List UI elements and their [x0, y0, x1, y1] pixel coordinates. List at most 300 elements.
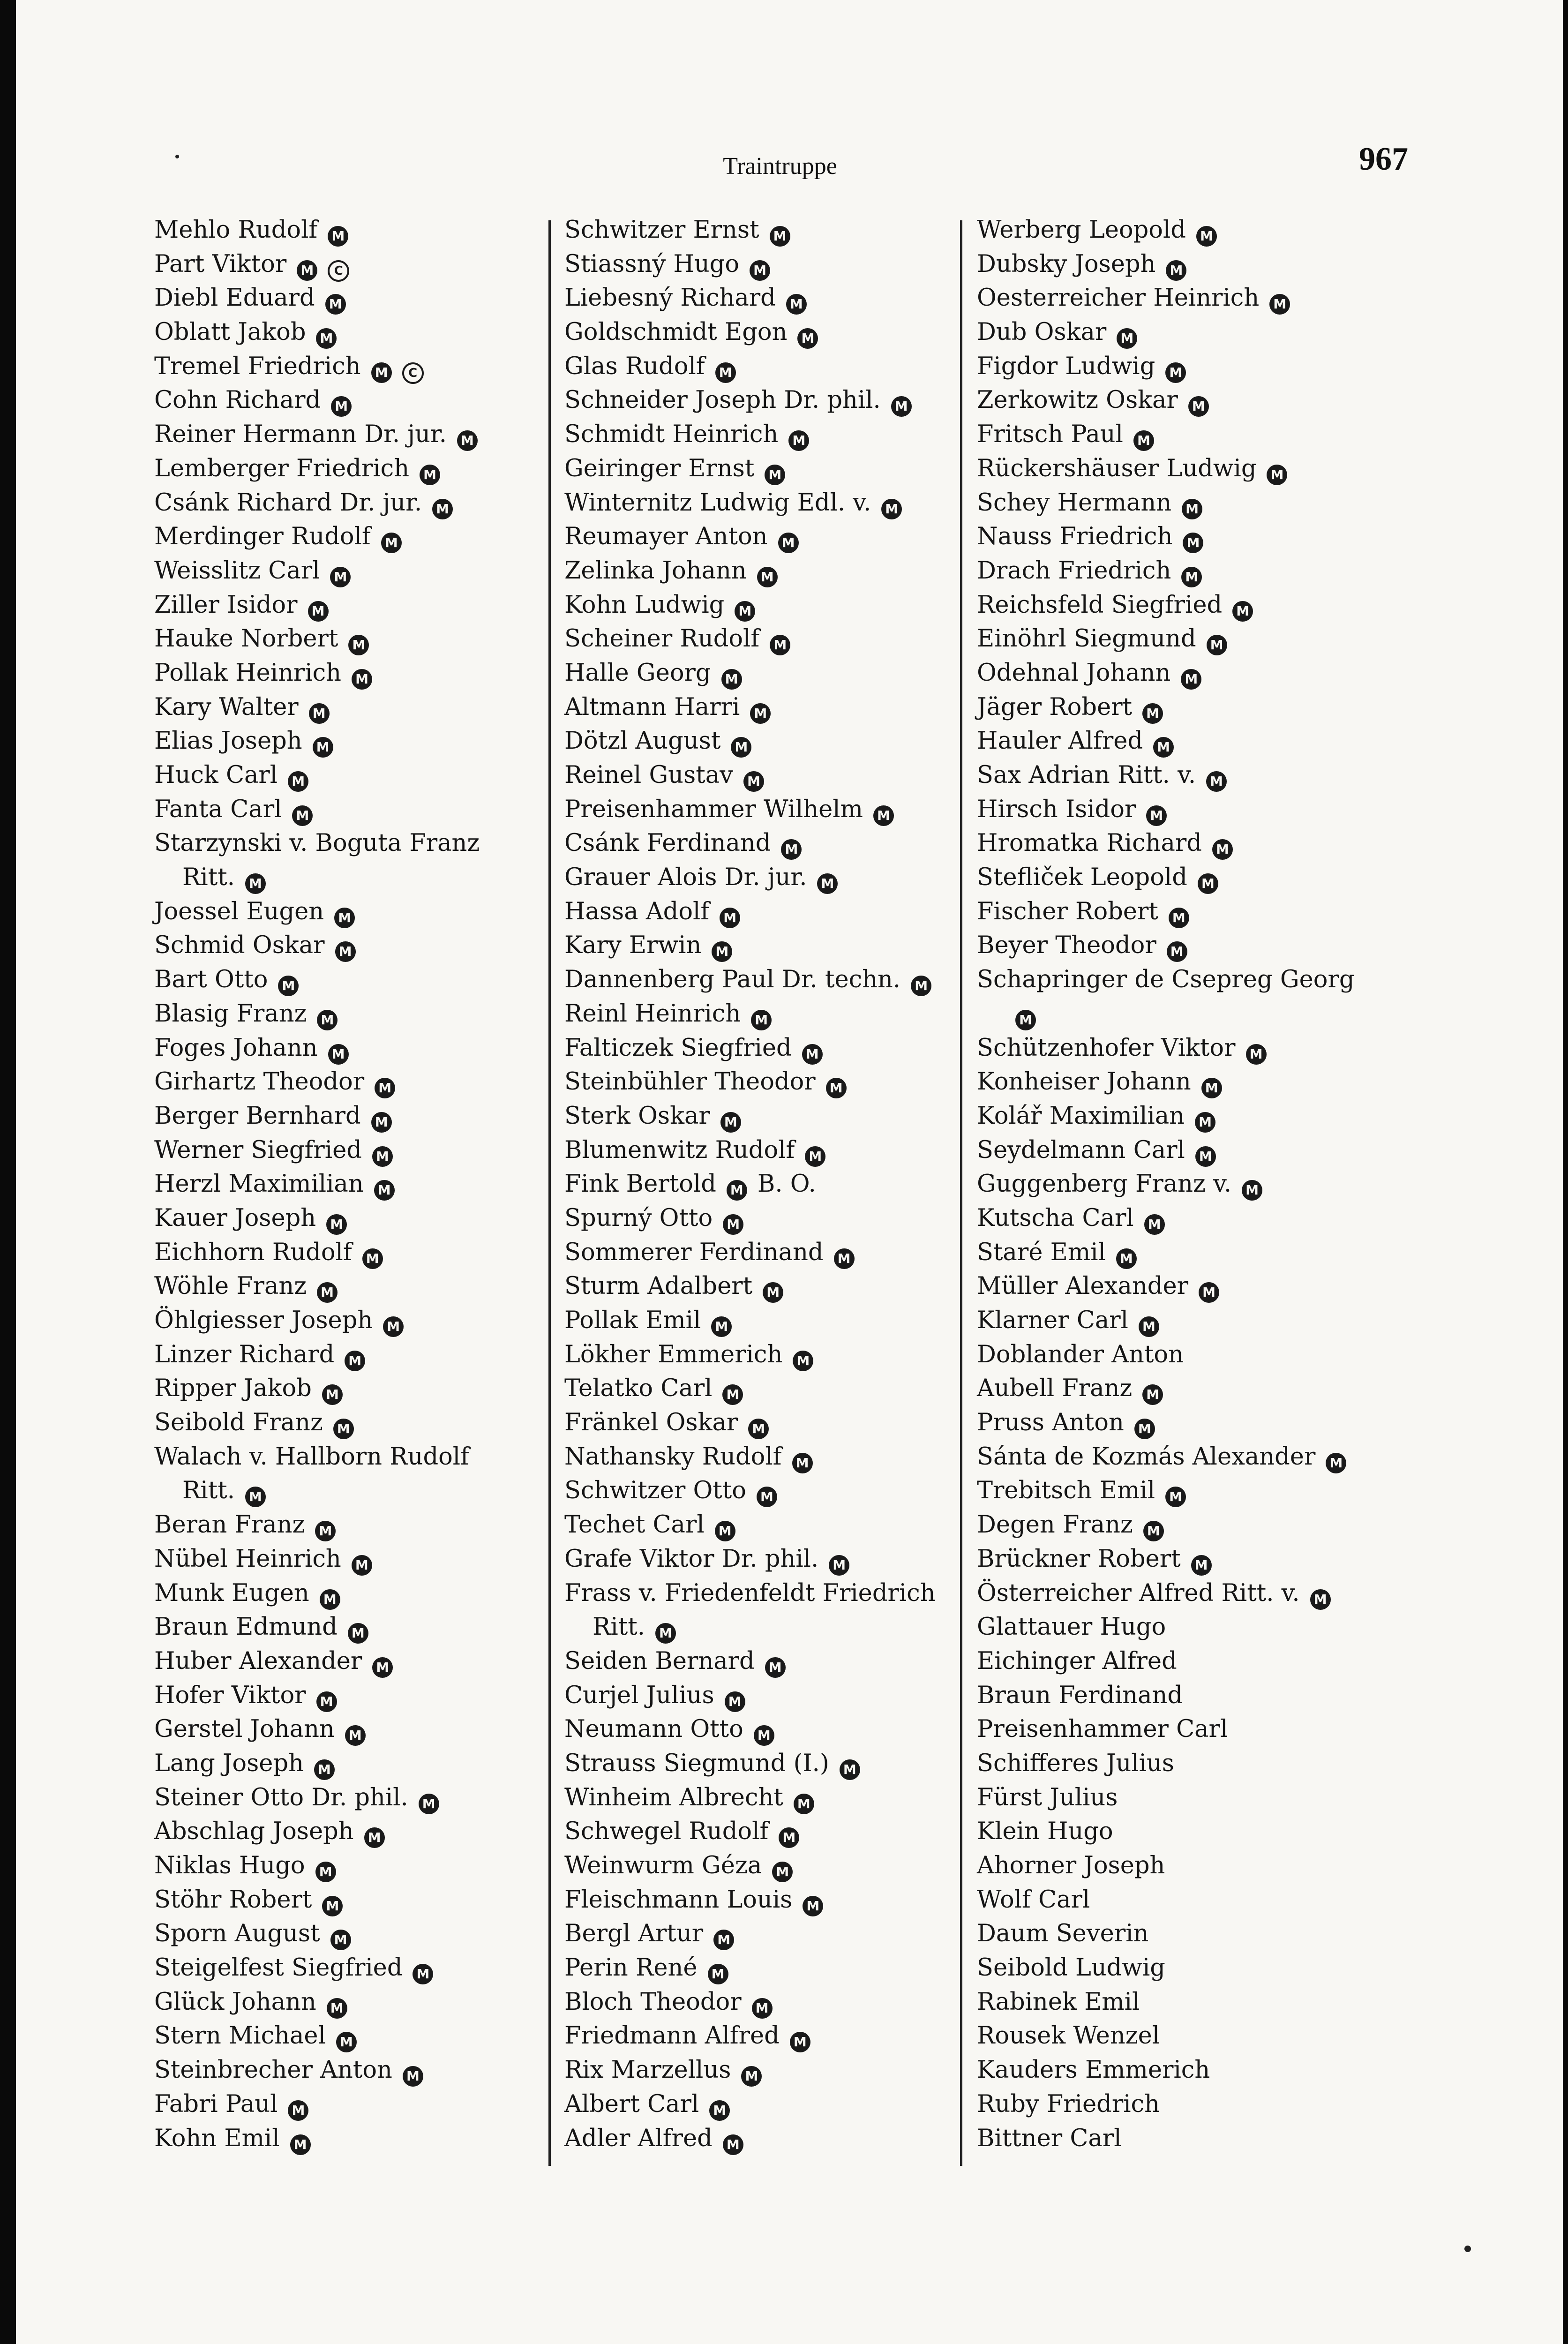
entry-text: Merdinger Rudolf: [154, 523, 371, 551]
column-3: [977, 213, 1380, 2156]
m-circle-icon: M: [1142, 703, 1163, 724]
register-entry: [564, 213, 968, 248]
entry-text: Oesterreicher Heinrich: [977, 284, 1260, 312]
register-entry: [564, 1679, 968, 1713]
register-entry: [154, 1645, 557, 1679]
entry-text: Starzynski v. Boguta Franz: [154, 829, 480, 857]
entry-text: Stern Michael: [154, 2022, 326, 2050]
register-entry: [154, 691, 557, 725]
m-circle-icon: M: [1310, 1589, 1331, 1610]
register-entry: [564, 554, 968, 588]
entry-text: Seibold Ludwig: [977, 1954, 1165, 1982]
entry-text: Mehlo Rudolf: [154, 216, 318, 244]
m-circle-icon: M: [374, 1180, 395, 1201]
entry-continuation: [977, 997, 1380, 1031]
m-circle-icon: M: [1116, 1248, 1137, 1269]
register-entry: [977, 1849, 1380, 1883]
entry-text: Bittner Carl: [977, 2124, 1122, 2152]
register-entry: [154, 1781, 557, 1815]
entry-text: Friedmann Alfred: [564, 2022, 780, 2050]
register-entry: [564, 316, 968, 350]
m-circle-icon: M: [793, 1351, 813, 1371]
entry-text: Wöhle Franz: [154, 1272, 307, 1300]
entry-text: Perin René: [564, 1954, 698, 1982]
m-circle-icon: M: [1165, 1487, 1186, 1507]
m-circle-icon: M: [715, 1521, 735, 1541]
register-entry: [564, 1031, 968, 1066]
m-circle-icon: M: [743, 771, 764, 792]
register-entry: [564, 1849, 968, 1883]
m-circle-icon: M: [320, 1589, 340, 1610]
entry-text: Doblander Anton: [977, 1340, 1184, 1368]
register-entry: [977, 1202, 1380, 1236]
register-entry: [564, 1270, 968, 1304]
register-entry: [564, 1474, 968, 1508]
register-entry: [977, 759, 1380, 793]
register-entry: [154, 383, 557, 418]
m-circle-icon: M: [328, 1044, 349, 1065]
m-circle-icon: M: [834, 1248, 855, 1269]
entry-text: Reumayer Anton: [564, 523, 768, 551]
register-entry: [564, 1065, 968, 1099]
m-circle-icon: M: [720, 908, 740, 928]
entry-text: Berger Bernhard: [154, 1102, 361, 1130]
m-circle-icon: M: [372, 1657, 393, 1678]
register-entry: [154, 997, 557, 1031]
register-entry: [154, 793, 557, 827]
register-entry: [564, 1304, 968, 1338]
m-circle-icon: M: [790, 2032, 810, 2052]
register-entry: [977, 248, 1380, 282]
m-circle-icon: M: [709, 2100, 730, 2121]
m-circle-icon: M: [711, 1316, 732, 1337]
register-entry: [977, 1236, 1380, 1270]
register-entry: [154, 1849, 557, 1883]
entry-text: Cohn Richard: [154, 386, 321, 414]
register-entry: [154, 1065, 557, 1099]
register-entry: [154, 1951, 557, 1985]
m-circle-icon: M: [1246, 1044, 1267, 1065]
register-entry: [977, 554, 1380, 588]
register-entry: [154, 1747, 557, 1781]
running-header: Traintruppe: [723, 153, 837, 180]
entry-text: Huck Carl: [154, 761, 278, 789]
m-circle-icon: M: [770, 226, 790, 247]
entry-text: Grafe Viktor Dr. phil.: [564, 1545, 819, 1573]
entry-text: Techet Carl: [564, 1511, 705, 1539]
register-entry: [977, 1542, 1380, 1577]
entry-text: Niklas Hugo: [154, 1852, 305, 1879]
entry-text: Hauke Norbert: [154, 625, 338, 653]
entry-text: Sánta de Kozmás Alexander: [977, 1442, 1316, 1471]
entry-text: Schifferes Julius: [977, 1749, 1174, 1777]
register-entry: [977, 1270, 1380, 1304]
register-entry: [154, 1031, 557, 1066]
m-circle-icon: M: [403, 2066, 423, 2087]
entry-continuation: [154, 1474, 557, 1508]
register-entry: [977, 452, 1380, 486]
register-entry: [564, 2122, 968, 2156]
m-circle-icon: M: [290, 2134, 311, 2155]
m-circle-icon: M: [792, 1453, 813, 1473]
m-circle-icon: M: [316, 328, 337, 349]
entry-text: Rabinek Emil: [977, 1988, 1140, 2016]
m-circle-icon: M: [375, 1078, 395, 1098]
entry-text: Stiassný Hugo: [564, 250, 740, 278]
register-entry: [564, 1781, 968, 1815]
register-entry: [154, 1610, 557, 1645]
register-entry: [977, 895, 1380, 929]
register-entry: [977, 1747, 1380, 1781]
register-entry: [977, 1645, 1380, 1679]
register-entry: [977, 2122, 1380, 2156]
entry-text: Degen Franz: [977, 1511, 1133, 1539]
m-circle-icon: M: [308, 601, 329, 622]
entry-text: Glas Rudolf: [564, 352, 705, 380]
m-circle-icon: M: [770, 635, 790, 655]
entry-text: Ritt.: [593, 1613, 645, 1641]
column-divider: [960, 220, 962, 2166]
entry-text: Wolf Carl: [977, 1886, 1090, 1914]
register-entry: [977, 691, 1380, 725]
register-entry: [564, 895, 968, 929]
register-entry: [154, 724, 557, 759]
m-circle-icon: M: [751, 1010, 772, 1030]
m-circle-icon: M: [1181, 567, 1202, 587]
m-circle-icon: M: [786, 294, 807, 315]
entry-text: Rückershäuser Ludwig: [977, 454, 1257, 482]
m-circle-icon: M: [309, 703, 330, 724]
register-entry: [564, 418, 968, 452]
document-page: [16, 0, 1563, 2344]
register-entry: [154, 1542, 557, 1577]
register-entry: [564, 1542, 968, 1577]
m-circle-icon: M: [345, 1725, 366, 1746]
entry-text: Preisenhammer Carl: [977, 1715, 1228, 1743]
entry-text: Brückner Robert: [977, 1545, 1181, 1573]
register-entry: [564, 793, 968, 827]
m-circle-icon: M: [1199, 1282, 1219, 1303]
entry-text: Bart Otto: [154, 966, 268, 994]
m-circle-icon: M: [322, 1384, 343, 1405]
m-circle-icon: M: [313, 737, 333, 758]
m-circle-icon: M: [1188, 396, 1209, 417]
m-circle-icon: M: [829, 1555, 849, 1576]
m-circle-icon: M: [1212, 839, 1233, 860]
m-circle-icon: M: [1242, 1180, 1262, 1201]
register-entry: [977, 656, 1380, 691]
m-circle-icon: M: [1133, 430, 1154, 451]
register-entry: [977, 1474, 1380, 1508]
entry-text: Reichsfeld Siegfried: [977, 591, 1223, 619]
m-circle-icon: M: [1191, 1555, 1212, 1576]
m-circle-icon: M: [803, 1896, 823, 1916]
entry-text: Eichinger Alfred: [977, 1647, 1177, 1675]
entry-text: Nauss Friedrich: [977, 523, 1173, 551]
register-entry: [154, 316, 557, 350]
register-entry: [154, 486, 557, 520]
m-circle-icon: M: [419, 1794, 439, 1814]
entry-text: Müller Alexander: [977, 1272, 1189, 1300]
entry-text: Lemberger Friedrich: [154, 454, 410, 482]
register-entry: [977, 281, 1380, 316]
m-circle-icon: M: [322, 1896, 343, 1916]
register-entry: [564, 997, 968, 1031]
m-circle-icon: M: [750, 703, 771, 724]
m-circle-icon: M: [1181, 669, 1201, 690]
register-entry: [564, 1167, 968, 1202]
register-entry: [564, 1951, 968, 1985]
register-entry: [977, 1610, 1380, 1645]
register-entry: [977, 1338, 1380, 1372]
entry-text: Pollak Emil: [564, 1307, 701, 1334]
entry-text: Blumenwitz Rudolf: [564, 1136, 795, 1164]
entry-text: Kolář Maximilian: [977, 1102, 1185, 1130]
entry-text: Frass v. Friedenfeldt Friedrich: [564, 1579, 936, 1607]
m-circle-icon: M: [765, 465, 785, 485]
register-entry: [977, 1134, 1380, 1168]
entry-text: Bloch Theodor: [564, 1988, 742, 2016]
register-entry: [977, 1304, 1380, 1338]
entry-text: Daum Severin: [977, 1920, 1149, 1948]
entry-text: Scheiner Rudolf: [564, 625, 760, 653]
m-circle-icon: M: [817, 873, 838, 894]
entry-text: Ripper Jakob: [154, 1375, 312, 1403]
entry-text: Guggenberg Franz v.: [977, 1170, 1232, 1198]
entry-continuation: [564, 1610, 968, 1645]
register-entry: [154, 281, 557, 316]
register-entry: [154, 418, 557, 452]
entry-text: Hirsch Isidor: [977, 795, 1136, 823]
entry-text: Adler Alfred: [564, 2124, 713, 2152]
entry-text: Liebesný Richard: [564, 284, 776, 312]
register-entry: [564, 1508, 968, 1542]
m-circle-icon: M: [348, 1623, 368, 1644]
column-2: [564, 213, 968, 2156]
m-circle-icon: M: [655, 1623, 676, 1644]
m-circle-icon: M: [457, 430, 478, 451]
entry-text: Oblatt Jakob: [154, 318, 306, 346]
m-circle-icon: M: [1169, 908, 1189, 928]
register-entry: [977, 213, 1380, 248]
m-circle-icon: M: [722, 1384, 743, 1405]
entry-text: Lang Joseph: [154, 1749, 304, 1777]
entry-text: Tremel Friedrich: [154, 352, 361, 380]
m-circle-icon: M: [245, 873, 266, 894]
entry-text: Steinbühler Theodor: [564, 1068, 816, 1096]
register-entry: [977, 1985, 1380, 2020]
entry-text: Stöhr Robert: [154, 1886, 312, 1914]
register-entry: [154, 1985, 557, 2020]
m-circle-icon: M: [383, 1316, 404, 1337]
register-entry: [154, 1338, 557, 1372]
register-entry: [564, 2088, 968, 2122]
m-circle-icon: M: [891, 396, 912, 417]
entry-text: Preisenhammer Wilhelm: [564, 795, 863, 823]
register-entry: [564, 1440, 968, 1474]
m-circle-icon: M: [334, 908, 355, 928]
register-entry: [154, 1372, 557, 1406]
entry-text: Schapringer de Csepreg Georg: [977, 966, 1355, 994]
entry-text: Bergl Artur: [564, 1920, 704, 1948]
m-circle-icon: M: [1182, 499, 1202, 519]
m-circle-icon: M: [317, 1282, 338, 1303]
register-entry: [564, 1577, 968, 1611]
register-entry: [977, 861, 1380, 895]
register-entry: [154, 2019, 557, 2053]
m-circle-icon: M: [881, 499, 902, 519]
entry-text: Fleischmann Louis: [564, 1886, 793, 1914]
entry-text: Konheiser Johann: [977, 1068, 1191, 1096]
m-circle-icon: M: [328, 226, 348, 247]
m-circle-icon: M: [741, 2066, 762, 2087]
entry-text: Nübel Heinrich: [154, 1545, 341, 1573]
entry-text: Munk Eugen: [154, 1579, 309, 1607]
entry-text: Reinl Heinrich: [564, 999, 741, 1028]
register-entry: [564, 622, 968, 656]
entry-text: Winheim Albrecht: [564, 1783, 783, 1811]
m-circle-icon: M: [720, 1112, 741, 1133]
entry-text: Figdor Ludwig: [977, 352, 1155, 380]
register-entry: [564, 520, 968, 554]
register-entry: [977, 1065, 1380, 1099]
entry-text: Telatko Carl: [564, 1375, 713, 1403]
entry-text: Walach v. Hallborn Rudolf: [154, 1442, 469, 1471]
entry-text: Staré Emil: [977, 1238, 1106, 1266]
m-circle-icon: M: [778, 533, 799, 553]
register-entry: [154, 1304, 557, 1338]
register-entry: [154, 1406, 557, 1440]
entry-text: Schmid Oskar: [154, 932, 325, 960]
entry-text: Kohn Ludwig: [564, 591, 725, 619]
entry-text: Sterk Oskar: [564, 1102, 710, 1130]
register-entry: [154, 1883, 557, 1917]
entry-text: Werberg Leopold: [977, 216, 1186, 244]
m-circle-icon: M: [315, 1521, 336, 1541]
register-entry: [154, 452, 557, 486]
m-circle-icon: M: [372, 1146, 393, 1167]
entry-text: Halle Georg: [564, 659, 711, 687]
m-circle-icon: M: [1166, 260, 1186, 281]
m-circle-icon: M: [826, 1078, 847, 1098]
m-circle-icon: M: [1153, 737, 1174, 758]
entry-text: Part Viktor: [154, 250, 287, 278]
m-circle-icon: M: [772, 1862, 793, 1882]
m-circle-icon: M: [315, 1862, 336, 1882]
m-circle-icon: M: [873, 805, 894, 826]
register-entry: [977, 1815, 1380, 1849]
register-entry: [977, 1713, 1380, 1747]
entry-text: Curjel Julius: [564, 1681, 714, 1709]
column-1: [154, 213, 557, 2156]
register-entry: [154, 1099, 557, 1134]
entry-text: Kutscha Carl: [977, 1204, 1134, 1232]
register-entry: [154, 2053, 557, 2088]
m-circle-icon: M: [316, 1691, 337, 1712]
entry-text: Reiner Hermann Dr. jur.: [154, 421, 447, 449]
m-circle-icon: M: [325, 294, 346, 315]
m-circle-icon: M: [364, 1827, 385, 1848]
entry-text: Kauders Emmerich: [977, 2056, 1210, 2084]
register-entry: [564, 1883, 968, 1917]
m-circle-icon: M: [371, 1112, 392, 1133]
m-circle-icon: M: [1143, 1521, 1164, 1541]
entry-text: Herzl Maximilian: [154, 1170, 364, 1198]
m-circle-icon: M: [712, 941, 732, 962]
register-entry: [564, 929, 968, 963]
register-entry: [977, 1951, 1380, 1985]
entry-text: Jäger Robert: [977, 693, 1133, 721]
m-circle-icon: M: [1142, 1384, 1163, 1405]
entry-text: Odehnal Johann: [977, 659, 1171, 687]
m-circle-icon: M: [731, 737, 751, 758]
register-entry: [154, 2122, 557, 2156]
entry-text: Huber Alexander: [154, 1647, 362, 1675]
page-number: 967: [1359, 141, 1408, 177]
register-entry: [977, 1167, 1380, 1202]
register-entry: [564, 1713, 968, 1747]
m-circle-icon: M: [797, 328, 818, 349]
entry-text: Eichhorn Rudolf: [154, 1238, 352, 1266]
register-entry: [977, 1372, 1380, 1406]
register-entry: [154, 1134, 557, 1168]
m-circle-icon: M: [1201, 1078, 1222, 1098]
m-circle-icon: M: [1139, 1316, 1159, 1337]
register-entry: [977, 486, 1380, 520]
register-entry: [977, 826, 1380, 861]
register-entry: [977, 1440, 1380, 1474]
entry-text: Gerstel Johann: [154, 1715, 335, 1743]
entry-text: Csánk Ferdinand: [564, 829, 771, 857]
entry-text: Österreicher Alfred Ritt. v.: [977, 1579, 1300, 1607]
entry-text: Schmidt Heinrich: [564, 421, 779, 449]
entry-text: Weisslitz Carl: [154, 556, 320, 585]
entry-text: Öhlgiesser Joseph: [154, 1307, 373, 1334]
register-entry: [564, 248, 968, 282]
register-entry: [977, 2019, 1380, 2053]
entry-suffix: B. O.: [757, 1170, 816, 1198]
entry-text: Kary Erwin: [564, 932, 702, 960]
entry-text: Foges Johann: [154, 1034, 318, 1062]
m-circle-icon: M: [1232, 601, 1253, 622]
entry-text: Geiringer Ernst: [564, 454, 755, 482]
m-circle-icon: M: [840, 1759, 860, 1780]
register-entry: [977, 2088, 1380, 2122]
entry-text: Altmann Harri: [564, 693, 740, 721]
register-entry: [154, 1440, 557, 1474]
register-entry: [154, 826, 557, 861]
register-entry: [154, 929, 557, 963]
entry-text: Glück Johann: [154, 1988, 316, 2016]
m-circle-icon: M: [348, 635, 369, 655]
m-circle-icon: M: [763, 1282, 783, 1303]
m-circle-icon: M: [1198, 873, 1218, 894]
entry-text: Ahorner Joseph: [977, 1852, 1165, 1879]
m-circle-icon: M: [757, 1487, 777, 1507]
entry-text: Hofer Viktor: [154, 1681, 306, 1709]
entry-text: Ziller Isidor: [154, 591, 298, 619]
m-circle-icon: M: [1269, 294, 1290, 315]
entry-text: Braun Ferdinand: [977, 1681, 1183, 1709]
register-entry: [977, 1883, 1380, 1917]
entry-text: Nathansky Rudolf: [564, 1442, 782, 1471]
m-circle-icon: M: [788, 430, 809, 451]
entry-text: Sax Adrian Ritt. v.: [977, 761, 1196, 789]
m-circle-icon: M: [335, 941, 356, 962]
m-circle-icon: M: [713, 1930, 734, 1950]
entry-text: Aubell Franz: [977, 1375, 1133, 1403]
register-entry: [977, 520, 1380, 554]
